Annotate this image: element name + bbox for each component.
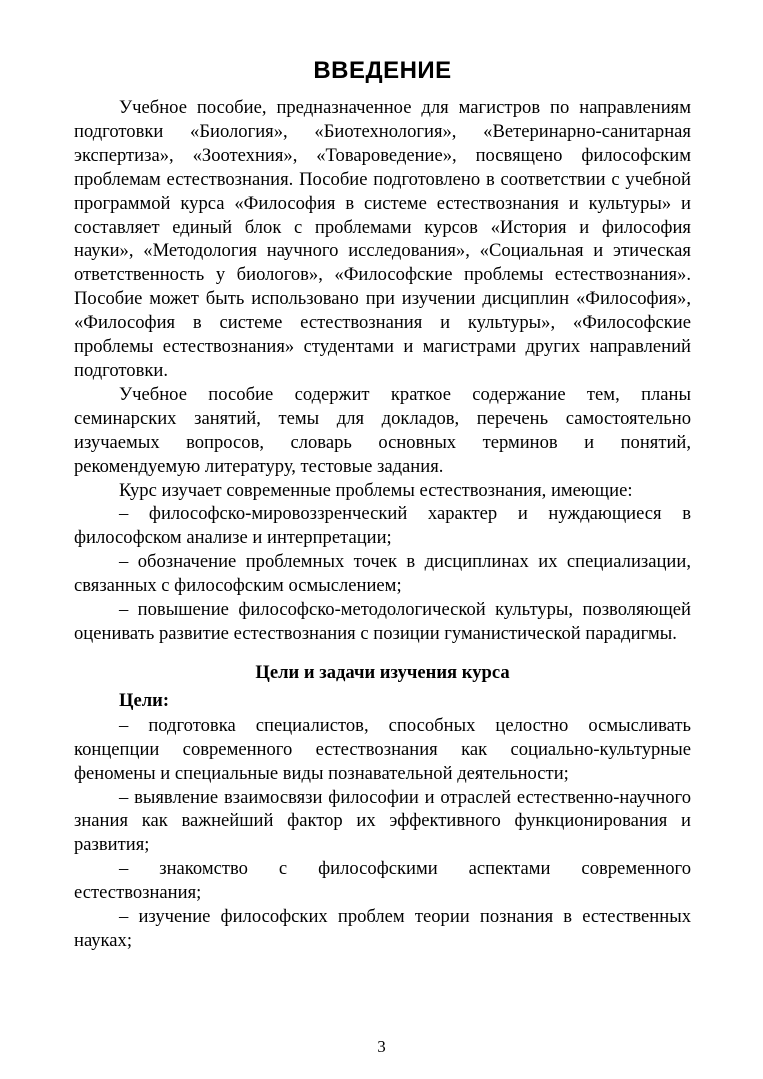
document-page: [74, 0, 691, 953]
list-item-goal-1: – подготовка специалистов, способных целостно осмысливать концепции современного естествознания как социально-культурные феномены и специальные виды познавательной деятельности;: [74, 714, 691, 784]
list-item-goal-2: – выявление взаимосвязи философии и отраслей естественно-научного знания как важнейший фактор их эффективного функционирования и развития;: [74, 786, 691, 856]
intro-paragraph-1: Учебное пособие, предназначенное для магистров по направлениям подготовки «Биология», «Биотехнология», «Ветеринарно-санитарная экспертиза», «Зоотехния», «Товароведение», посвящено философским проблемам естествознания. Пособие подготовлено в соответствии с учебной программой курса «Философия в системе естествознания и культуры» и составляет единый блок с проблемами курсов «История и философия науки», «Методология научного исследования», «Социальная и этическая ответственность у биологов», «Философские проблемы естествознания». Пособие может быть использовано при изучении дисциплин «Философия», «Философия в системе естествознания и культуры», «Философские проблемы естествознания» студентами и магистрами других направлений подготовки.: [74, 97, 691, 381]
list-item-goal-4: – изучение философских проблем теории познания в естественных науках;: [74, 906, 691, 951]
goals-label: Цели:: [119, 689, 170, 711]
page-title: ВВЕДЕНИЕ: [313, 57, 452, 84]
document-body: [74, 96, 691, 953]
section-heading: Цели и задачи изучения курса: [255, 661, 510, 683]
list-item-feature-1: – философско-мировоззренческий характер и нуждающиеся в философском анализе и интерпретации;: [74, 503, 691, 549]
list-item-goal-3: – знакомство с философскими аспектами современного естествознания;: [74, 858, 691, 904]
intro-paragraph-2: Учебное пособие содержит краткое содержание тем, планы семинарских занятий, темы для докладов, перечень самостоятельно изучаемых вопросов, словарь основных терминов и понятий, рекомендуемую литературу, тестовые задания.: [74, 383, 691, 477]
list-item-feature-3: – повышение философско-методологической культуры, позволяющей оценивать развитие естествознания с позиции гуманистической парадигмы.: [74, 599, 691, 644]
list-item-feature-2: – обозначение проблемных точек в дисциплинах их специализации, связанных с философским осмыслением;: [74, 551, 691, 597]
page-number: 3: [377, 1037, 386, 1056]
intro-paragraph-3: Курс изучает современные проблемы естествознания, имеющие:: [119, 479, 633, 501]
